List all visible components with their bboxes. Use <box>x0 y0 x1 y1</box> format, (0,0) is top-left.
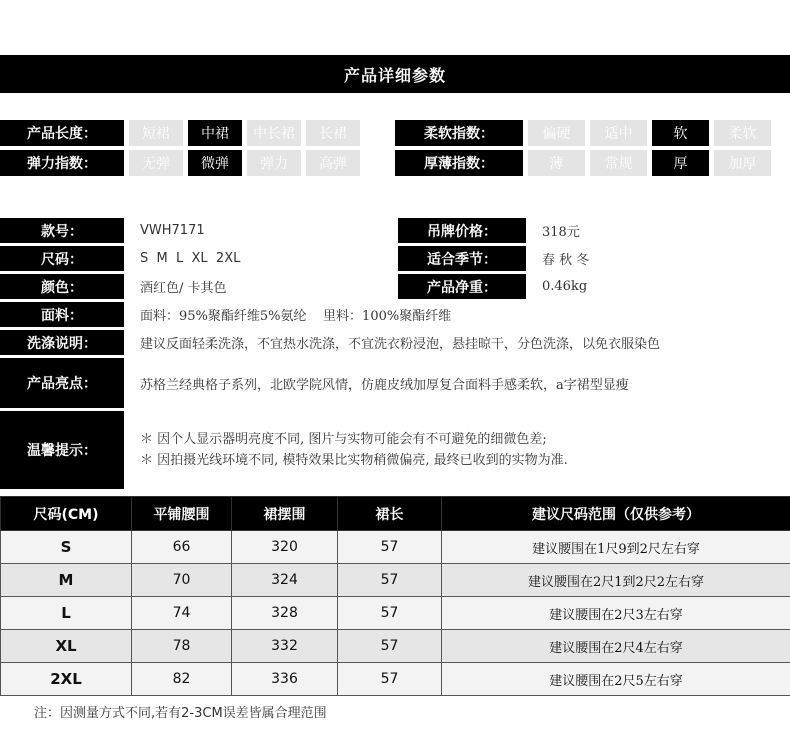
cell-waist: 82 <box>132 663 232 696</box>
cell-recommendation: 建议腰围在1尺9到2尺左右穿 <box>442 531 790 564</box>
info-washing-label: 洗涤说明： <box>0 330 124 355</box>
cell-hem: 320 <box>232 531 338 564</box>
attr-thickness-option-1: 常规 <box>590 150 647 176</box>
attr-elasticity-option-1: 微弹 <box>188 150 242 176</box>
cell-length: 57 <box>338 630 442 663</box>
info-net-weight-label: 产品净重： <box>398 274 526 299</box>
info-tips-lines <box>124 429 568 471</box>
size-table <box>0 496 790 696</box>
info-style-no <box>0 218 395 243</box>
table-row <box>1 531 790 564</box>
attr-elasticity-option-0: 无弹 <box>129 150 183 176</box>
attr-elasticity-option-2: 弹力 <box>247 150 301 176</box>
cell-hem: 328 <box>232 597 338 630</box>
header-length: 裙长 <box>338 497 442 531</box>
attr-length-option-0: 短裙 <box>129 120 183 146</box>
info-color <box>0 274 395 299</box>
cell-hem: 332 <box>232 630 338 663</box>
header-recommendation: 建议尺码范围（仅供参考） <box>442 497 790 531</box>
info-season-label: 适合季节： <box>398 246 526 271</box>
cell-size: XL <box>1 630 132 663</box>
attr-softness-option-3: 柔软 <box>714 120 771 146</box>
page-title: 产品详细参数 <box>0 55 790 93</box>
info-season <box>398 246 589 271</box>
cell-length: 57 <box>338 531 442 564</box>
info-tips-line-1: ＊ 因个人显示器明亮度不同, 图片与实物可能会有不可避免的细微色差; <box>140 432 547 447</box>
attr-length-option-1: 中裙 <box>188 120 242 146</box>
info-fabric-label: 面料： <box>0 302 124 327</box>
info-washing <box>0 330 660 355</box>
attr-thickness <box>395 150 771 176</box>
attr-length <box>0 120 360 146</box>
attr-length-option-2: 中长裙 <box>247 120 301 146</box>
attr-thickness-option-3: 加厚 <box>714 150 771 176</box>
header-hem: 裙摆围 <box>232 497 338 531</box>
cell-recommendation: 建议腰围在2尺3左右穿 <box>442 597 790 630</box>
attr-softness-option-2: 软 <box>652 120 709 146</box>
info-price-value: 318元 <box>542 225 580 240</box>
info-season-value: 春 秋 冬 <box>542 253 590 268</box>
cell-hem: 324 <box>232 564 338 597</box>
info-price-label: 吊牌价格： <box>398 218 526 243</box>
info-fabric-value: 面料：95%聚酯纤维5%氨纶 里料：100%聚酯纤维 <box>140 309 452 324</box>
cell-waist: 70 <box>132 564 232 597</box>
cell-recommendation: 建议腰围在2尺1到2尺2左右穿 <box>442 564 790 597</box>
cell-size: S <box>1 531 132 564</box>
info-highlights-value: 苏格兰经典格子系列，北欧学院风情，仿鹿皮绒加厚复合面料手感柔软，a字裙型显瘦 <box>140 377 629 393</box>
footnote: 注：因测量方式不同,若有2-3CM误差皆属合理范围 <box>34 706 327 721</box>
info-size-value: S M L XL 2XL <box>140 251 241 266</box>
cell-waist: 78 <box>132 630 232 663</box>
info-tips <box>0 411 568 489</box>
info-color-value: 酒红色/ 卡其色 <box>140 281 227 296</box>
info-size-label: 尺码： <box>0 246 124 271</box>
attr-softness-option-0: 偏硬 <box>528 120 585 146</box>
cell-waist: 66 <box>132 531 232 564</box>
info-size <box>0 246 395 271</box>
header-size: 尺码(CM) <box>1 497 132 531</box>
info-fabric <box>0 302 451 327</box>
attr-length-label: 产品长度： <box>0 120 124 146</box>
cell-size: 2XL <box>1 663 132 696</box>
attr-elasticity-label: 弹力指数： <box>0 150 124 176</box>
attr-softness-label: 柔软指数： <box>395 120 523 146</box>
info-tips-line-2: ＊ 因拍摄光线环境不同, 模特效果比实物稍微偏亮, 最终已收到的实物为准. <box>140 453 568 468</box>
info-washing-value: 建议反面轻柔洗涤，不宜热水洗涤，不宜洗衣粉浸泡，悬挂晾干，分色洗涤，以免衣服染色 <box>140 337 661 352</box>
header-waist: 平铺腰围 <box>132 497 232 531</box>
info-highlights <box>0 358 629 408</box>
attr-elasticity <box>0 150 360 176</box>
cell-size: M <box>1 564 132 597</box>
info-tips-label: 温馨提示： <box>0 411 124 489</box>
cell-length: 57 <box>338 663 442 696</box>
attr-thickness-label: 厚薄指数： <box>395 150 523 176</box>
info-highlights-label: 产品亮点： <box>0 358 124 408</box>
table-row <box>1 564 790 597</box>
attr-thickness-option-0: 薄 <box>528 150 585 176</box>
info-color-label: 颜色： <box>0 274 124 299</box>
table-row <box>1 630 790 663</box>
cell-recommendation: 建议腰围在2尺4左右穿 <box>442 630 790 663</box>
info-net-weight <box>398 274 587 299</box>
attr-thickness-option-2: 厚 <box>652 150 709 176</box>
attr-softness <box>395 120 771 146</box>
info-style-no-label: 款号： <box>0 218 124 243</box>
info-net-weight-value: 0.46kg <box>542 279 588 294</box>
table-row <box>1 663 790 696</box>
info-style-no-value: VWH7171 <box>140 223 205 238</box>
cell-recommendation: 建议腰围在2尺5左右穿 <box>442 663 790 696</box>
cell-size: L <box>1 597 132 630</box>
cell-length: 57 <box>338 564 442 597</box>
info-price <box>398 218 580 243</box>
attr-softness-option-1: 适中 <box>590 120 647 146</box>
cell-length: 57 <box>338 597 442 630</box>
cell-hem: 336 <box>232 663 338 696</box>
table-row <box>1 597 790 630</box>
attr-length-option-3: 长裙 <box>306 120 360 146</box>
size-table-header <box>1 497 790 531</box>
cell-waist: 74 <box>132 597 232 630</box>
attr-elasticity-option-3: 高弹 <box>306 150 360 176</box>
